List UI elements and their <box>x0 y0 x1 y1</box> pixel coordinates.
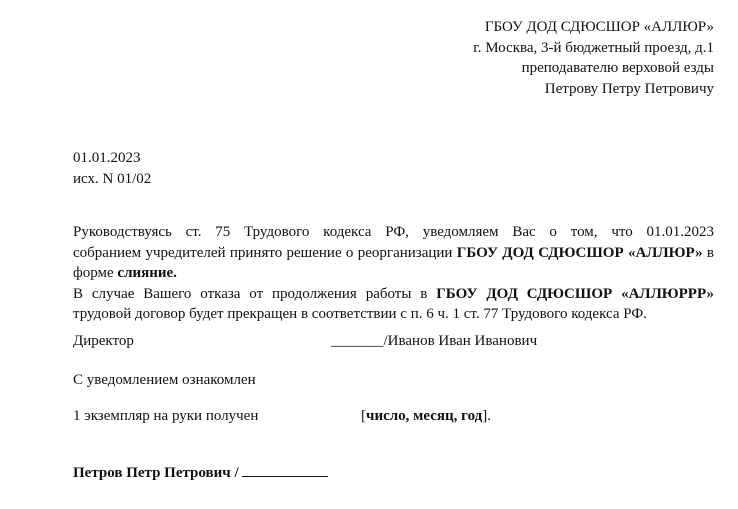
p1-text-d: форме <box>73 265 118 281</box>
paragraph-1-line-1 <box>73 222 714 243</box>
document-meta <box>73 148 151 190</box>
p1-reorg-form: слияние. <box>117 265 177 281</box>
bracket-open: [ <box>361 408 366 424</box>
director-signature-line: _______ <box>331 333 384 349</box>
copy-received-text: 1 экземпляр на руки получен <box>73 408 259 424</box>
recipient-org: ГБОУ ДОД СДЮСШОР «АЛЛЮР» <box>484 19 714 35</box>
acknowledgement-text: С уведомлением ознакомлен <box>73 372 256 388</box>
paragraph-1-line-2 <box>73 243 714 264</box>
recipient-name: Петрову Петру Петровичу <box>544 80 714 97</box>
document-date: 01.01.2023 <box>73 150 141 166</box>
p1-text-a: Руководствуясь ст. 75 Трудового кодекса РФ, уведомляем Вас о том, что 01.01.2023 <box>73 224 714 240</box>
p2-text-b: трудовой договор будет прекращен в соответствии с п. 6 ч. 1 ст. 77 Трудового кодекса РФ. <box>73 306 647 322</box>
director-signature <box>331 333 537 350</box>
employee-signature <box>73 462 328 482</box>
bracket-close: ]. <box>482 408 491 424</box>
paragraph-2-line-2 <box>73 304 714 325</box>
employee-name: Петров Петр Петрович / <box>73 465 239 481</box>
director-name: /Иванов Иван Иванович <box>383 333 538 349</box>
recipient-address: г. Москва, 3-й бюджетный проезд, д.1 <box>473 39 714 56</box>
p2-org-name: ГБОУ ДОД СДЮСШОР «АЛЛЮРРР» <box>436 285 715 302</box>
date-placeholder: число, месяц, год <box>366 408 483 424</box>
document-ref-number: исх. N 01/02 <box>73 171 152 187</box>
p1-org-name: ГБОУ ДОД СДЮСШОР «АЛЛЮР» <box>456 244 703 261</box>
p2-text-a: В случае Вашего отказа от продолжения работы в <box>73 285 437 302</box>
recipient-position: преподавателю верховой езды <box>521 60 714 76</box>
p1-text-c: в <box>702 244 714 261</box>
paragraph-2-line-1 <box>73 284 714 305</box>
notice-body <box>73 222 714 325</box>
employee-signature-line <box>242 462 328 477</box>
paragraph-1-line-3 <box>73 263 714 284</box>
director-title: Директор <box>73 333 134 349</box>
copy-date-field <box>361 408 491 425</box>
p1-text-b: собранием учредителей принято решение о реорганизации <box>73 244 457 261</box>
recipient-block <box>473 17 714 99</box>
